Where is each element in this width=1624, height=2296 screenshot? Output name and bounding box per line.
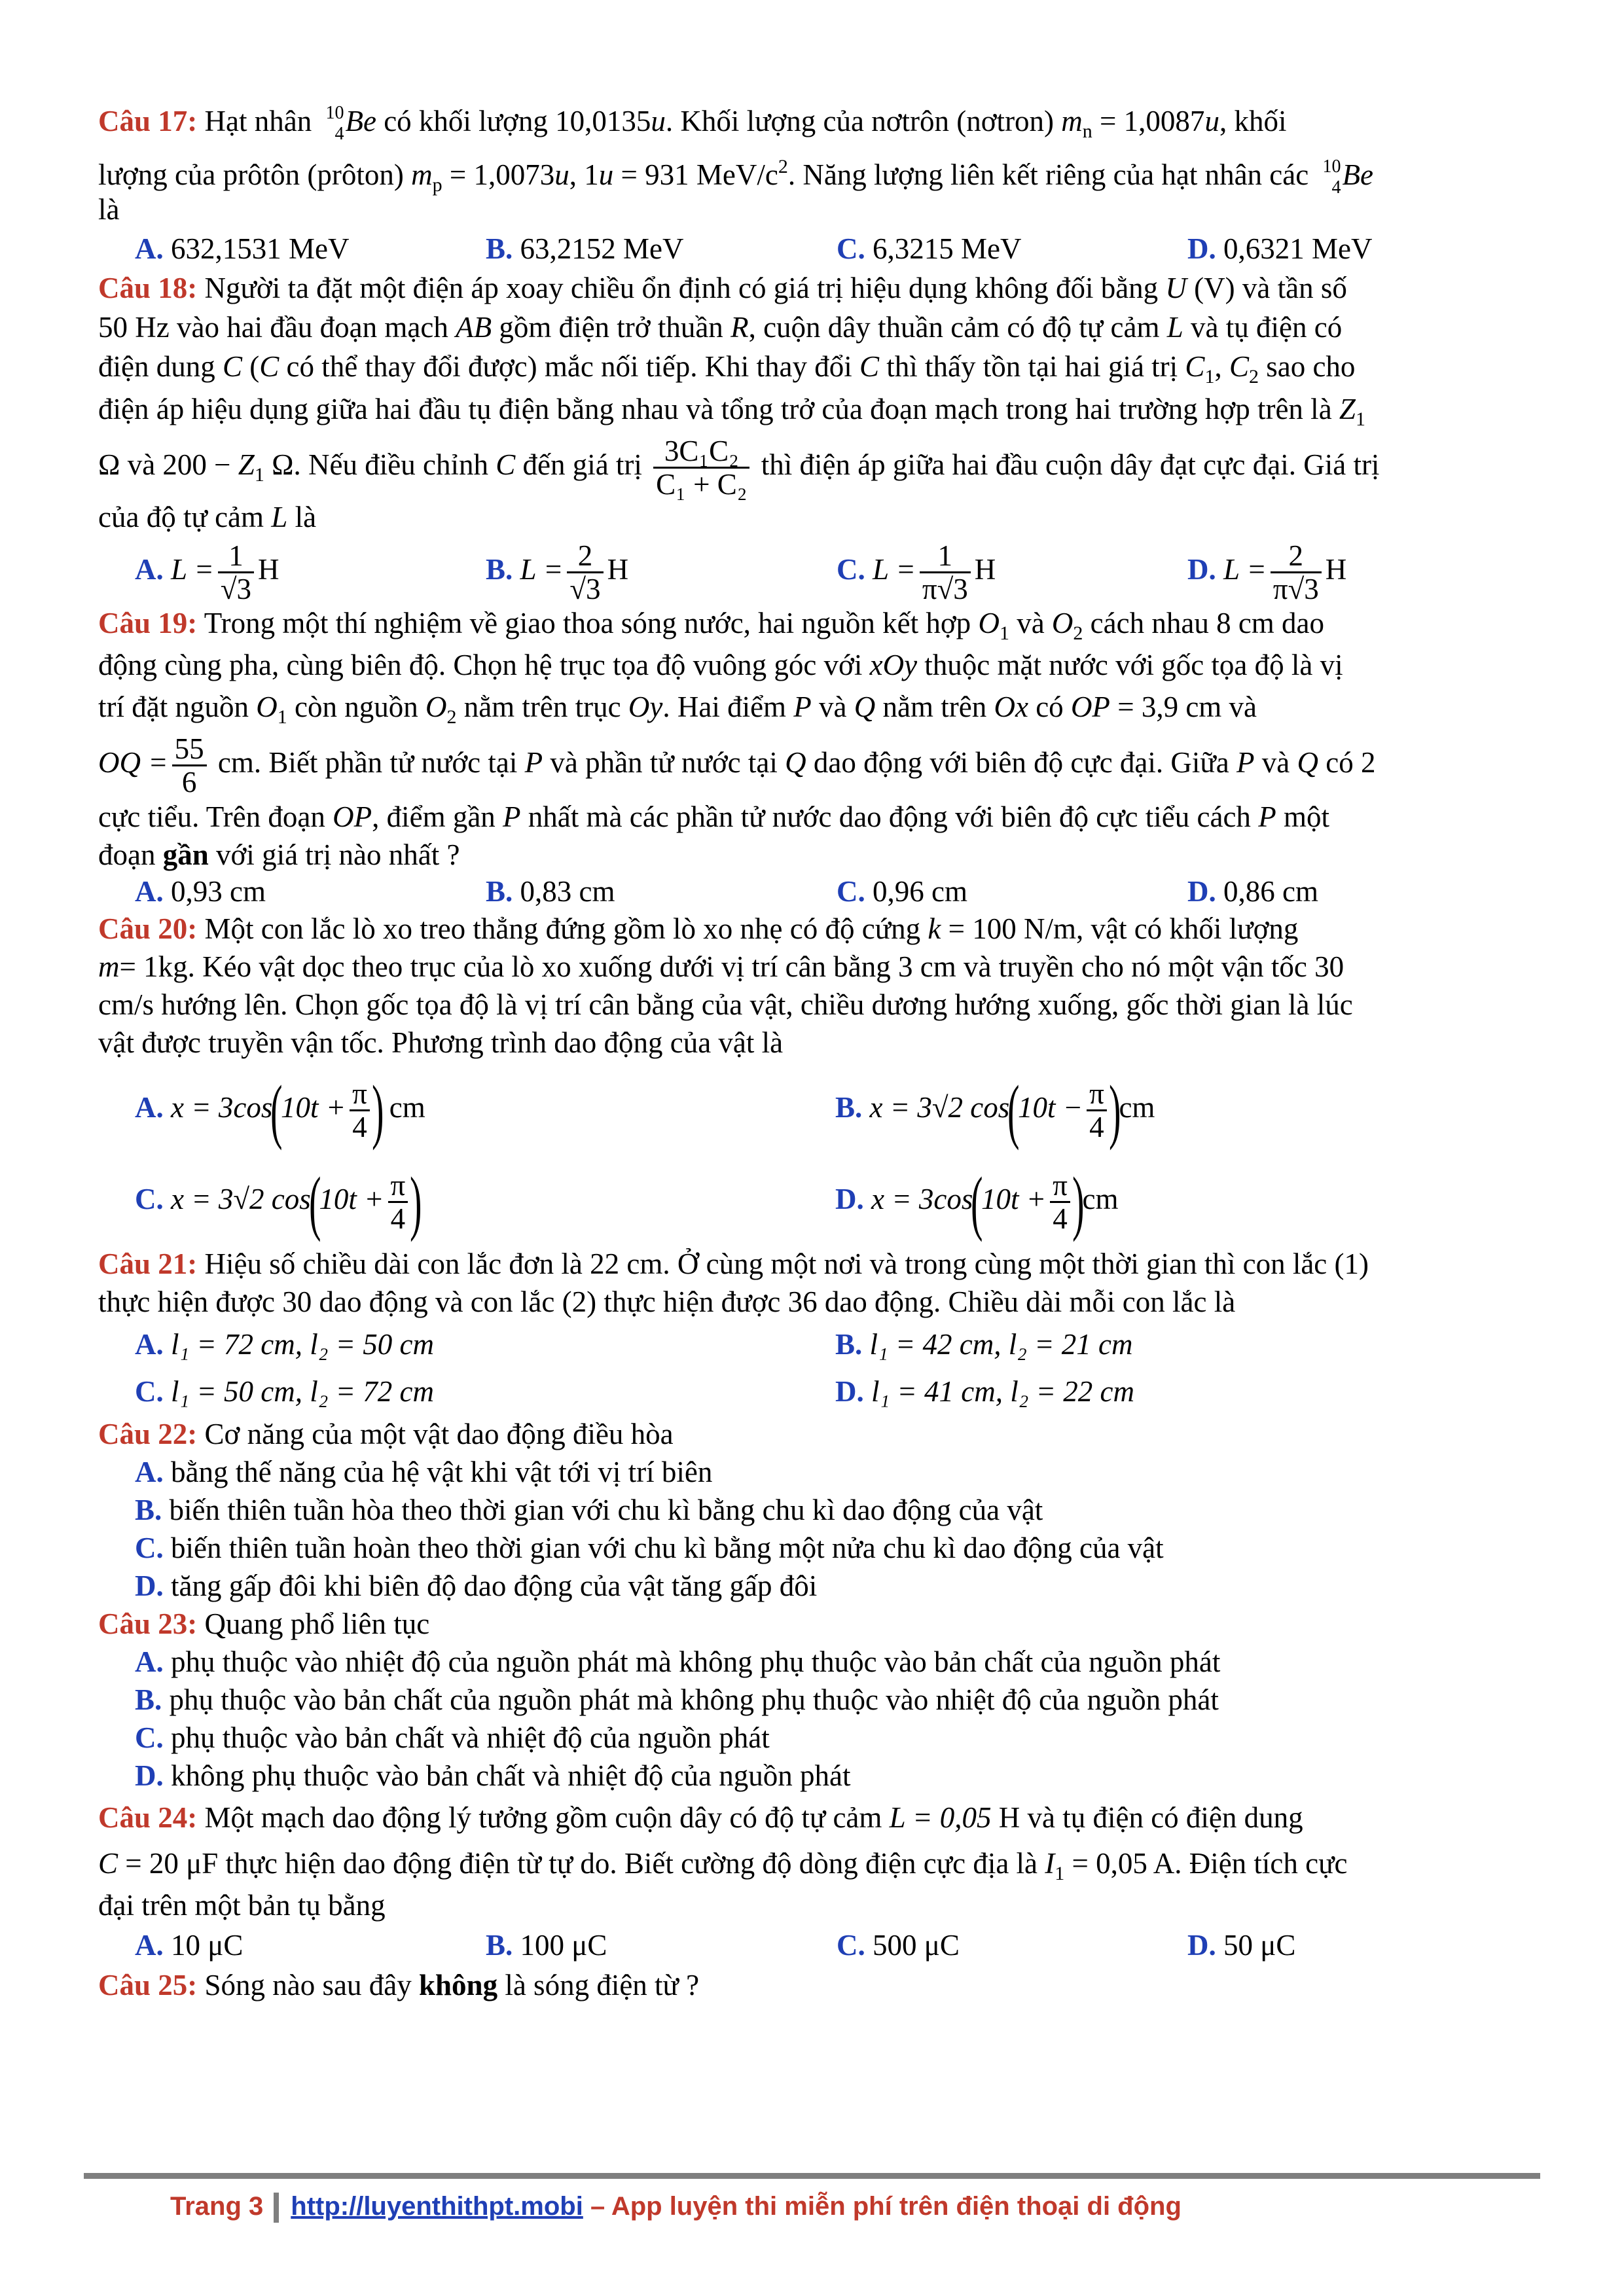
option-d[interactable]: D. không phụ thuộc vào bản chất và nhiệt độ của nguồn phát	[135, 1759, 851, 1792]
exam-page	[98, 98, 1538, 2004]
answer-options	[98, 873, 1538, 910]
question-25: Câu 25: Sóng nào sau đây không là sóng điện từ ?	[98, 1969, 700, 2001]
question-number: Câu 24:	[98, 1801, 198, 1834]
answer-options	[98, 537, 1538, 606]
answer-options	[98, 1062, 1538, 1153]
option-a[interactable]: A. L = $\frac{1}{√3}$ H	[135, 539, 280, 606]
question-number: Câu 18:	[98, 272, 198, 304]
option-c[interactable]: C. biến thiên tuần hoàn theo thời gian với chu kì bằng một nửa chu kì dao động của vật	[135, 1532, 1164, 1564]
question-22: Câu 22: Cơ năng của một vật dao động điều hòa A. bằng thế năng của hệ vật khi vật tới vị trí biên B. biến thiên tuần hòa theo thời gian với chu kì bằng chu kì dao động của vật C. biến thiên tuần hoàn theo thời gian với chu kì bằng một nửa chu kì dao động của vật D. tăng gấp đôi khi biên độ dao động của vật tăng gấp đôi	[98, 1415, 1538, 1605]
question-number: Câu 21:	[98, 1247, 198, 1280]
site-link[interactable]: http://luyenthithpt.mobi	[291, 2192, 583, 2221]
option-c[interactable]: C. 0,96 cm	[837, 875, 967, 908]
question-number: Câu 25:	[98, 1969, 198, 2001]
option-d[interactable]: D. L = $\frac{2}{\pi√3}$ H	[1187, 539, 1347, 606]
question-19: Câu 19: Trong một thí nghiệm về giao thoa sóng nước, hai nguồn kết hợp $O_1$ và $O_2$ cách nhau 8 cm dao động cùng pha, cùng biên độ. Chọn hệ trục tọa độ vuông góc với xOy thuộc mặt nước với gốc tọa độ là vị trí đặt nguồn $O_1$ còn nguồn $O_2$ nằm trên trục Oy. Hai điểm P và Q nằm trên Ox có OP = 3,9 cm và OQ = $\frac{55}{6}$ cm. Biết phần tử nước tại P và phần tử nước tại Q dao động với biên độ cực đại. Giữa P và Q có 2 cực tiểu. Trên đoạn OP, điểm gần P nhất mà các phần tử nước dao động với biên độ cực tiểu cách P một đoạn gần với giá trị nào nhất ? A. 0,93 cm B. 0,83 cm C. 0,96 cm D. 0,86 cm	[98, 602, 1538, 910]
nuclide-be: 10 4	[325, 102, 344, 144]
option-c[interactable]: C. x = 3√2 cos(10t + $\frac{\pi}{4}$ )	[135, 1162, 422, 1242]
option-b[interactable]: B. x = 3√2 cos(10t − $\frac{\pi}{4}$ )cm	[835, 1070, 1155, 1151]
option-b[interactable]: B. 63,2152 MeV	[486, 232, 684, 265]
option-c[interactable]: C. l₁ = 50 cm, l₂ = 72 cm	[135, 1375, 434, 1408]
question-18: Câu 18: Người ta đặt một điện áp xoay chiều ổn định có giá trị hiệu dụng không đối bằng U (V) và tần số 50 Hz vào hai đầu đoạn mạch AB gồm điện trở thuần R, cuộn dây thuần cảm có độ tự cảm L và tụ điện có điện dung C (C có thể thay đổi được) mắc nối tiếp. Khi thay đổi C thì thấy tồn tại hai giá trị $C_1$, $C_2$ sao cho điện áp hiệu dụng giữa hai đầu tụ điện bằng nhau và tổng trở của đoạn mạch trong hai trường hợp trên là $Z_1$ Ω và $200 - Z_1$ Ω. Nếu điều chỉnh C đến giá trị $\frac{\text{3C₁C₂}}{\text{C₁ + C₂}}$ thì điện áp giữa hai đầu cuộn dây đạt cực đại. Giá trị của độ tự cảm L là A. L = $\frac{1}{√3}$ H B. L = $\frac{2}{√3}$ H C. L = $\frac{1}{\pi√3}$ H D. L = $\frac{2}{\pi√3}$ H	[98, 268, 1538, 602]
question-number: Câu 17:	[98, 105, 198, 137]
option-b[interactable]: B. L = $\frac{2}{√3}$ H	[486, 539, 629, 606]
footer-separator	[274, 2193, 279, 2223]
option-d[interactable]: D. 50 μC	[1187, 1929, 1296, 1962]
page-footer	[170, 2190, 1182, 2223]
question-20: Câu 20: Một con lắc lò xo treo thẳng đứng gồm lò xo nhẹ có độ cứng k = 100 N/m, vật có khối lượng m= 1kg. Kéo vật dọc theo trục của lò xo xuống dưới vị trí cân bằng 3 cm và truyền cho nó một vận tốc 30 cm/s hướng lên. Chọn gốc tọa độ là vị trí cân bằng của vật, chiều dương hướng xuống, gốc thời gian là lúc vật được truyền vận tốc. Phương trình dao động của vật là A. x = 3cos(10t + $\frac{\pi}{4}$ ) cm B. x = 3√2 cos(10t − $\frac{\pi}{4}$ )cm C. x = 3√2 cos(10t + $\frac{\pi}{4}$ ) D. x = 3cos(10t + $\frac{\pi}{4}$ )cm	[98, 910, 1538, 1245]
question-17: Câu 17: Hạt nhân 10 4 Be có khối lượng 10,0135u. Khối lượng của nơtrôn (nơtron) $m_n = 1,0087u$, khối lượng của prôtôn (prôton) $m_p = 1,0073u$, 1u = 931 MeV/$c^2$. Năng lượng liên kết riêng của hạt nhân các 10 4 Be là A. 632,1531 MeV B. 63,2152 MeV C. 6,3215 MeV D. 0,6321 MeV	[98, 98, 1538, 268]
page-number: Trang 3	[170, 2192, 264, 2221]
option-a[interactable]: A. 632,1531 MeV	[135, 232, 350, 265]
footer-divider	[84, 2173, 1540, 2179]
option-a[interactable]: A. phụ thuộc vào nhiệt độ của nguồn phát mà không phụ thuộc vào bản chất của nguồn phát	[135, 1645, 1221, 1678]
question-number: Câu 23:	[98, 1607, 198, 1640]
question-23: Câu 23: Quang phổ liên tục A. phụ thuộc vào nhiệt độ của nguồn phát mà không phụ thuộc vào bản chất của nguồn phát B. phụ thuộc vào bản chất của nguồn phát mà không phụ thuộc vào nhiệt độ của nguồn phát C. phụ thuộc vào bản chất và nhiệt độ của nguồn phát D. không phụ thuộc vào bản chất và nhiệt độ của nguồn phát	[98, 1605, 1538, 1795]
option-d[interactable]: D. l₁ = 41 cm, l₂ = 22 cm	[835, 1375, 1134, 1408]
option-b[interactable]: B. 0,83 cm	[486, 875, 615, 908]
option-a[interactable]: A. 0,93 cm	[135, 875, 266, 908]
question-number: Câu 19:	[98, 607, 198, 639]
option-a[interactable]: A. bằng thế năng của hệ vật khi vật tới vị trí biên	[135, 1456, 713, 1488]
question-number: Câu 22:	[98, 1418, 198, 1450]
fraction: $\frac{\text{3C₁C₂}}{\text{C₁ + C₂}}$	[653, 435, 749, 500]
option-b[interactable]: B. phụ thuộc vào bản chất của nguồn phát mà không phụ thuộc vào nhiệt độ của nguồn phát	[135, 1683, 1219, 1716]
option-b[interactable]: B. biến thiên tuần hòa theo thời gian với chu kì bằng chu kì dao động của vật	[135, 1494, 1043, 1526]
option-c[interactable]: C. L = $\frac{1}{\pi√3}$ H	[837, 539, 996, 606]
answer-options	[98, 1924, 1538, 1966]
nuclide-be: 10 4	[1322, 156, 1341, 198]
option-c[interactable]: C. 500 μC	[837, 1929, 960, 1962]
answer-options	[98, 229, 1538, 268]
option-b[interactable]: B. l₁ = 42 cm, l₂ = 21 cm	[835, 1328, 1133, 1361]
option-a[interactable]: A. 10 μC	[135, 1929, 244, 1962]
option-d[interactable]: D. x = 3cos(10t + $\frac{\pi}{4}$ )cm	[835, 1162, 1119, 1242]
option-c[interactable]: C. phụ thuộc vào bản chất và nhiệt độ của nguồn phát	[135, 1721, 770, 1754]
option-d[interactable]: D. 0,86 cm	[1187, 875, 1318, 908]
question-24: Câu 24: Một mạch dao động lý tưởng gồm cuộn dây có độ tự cảm L = 0,05 H và tụ điện có điện dung C = 20 μF thực hiện dao động điện từ tự do. Biết cường độ dòng điện cực địa là $I_1 = 0,05$ A. Điện tích cực đại trên một bản tụ bằng A. 10 μC B. 100 μC C. 500 μC D. 50 μC	[98, 1795, 1538, 1966]
option-a[interactable]: A. x = 3cos(10t + $\frac{\pi}{4}$ ) cm	[135, 1070, 425, 1151]
answer-options	[98, 1321, 1538, 1368]
option-b[interactable]: B. 100 μC	[486, 1929, 607, 1962]
option-a[interactable]: A. l₁ = 72 cm, l₂ = 50 cm	[135, 1328, 434, 1361]
question-number: Câu 20:	[98, 912, 198, 945]
answer-options	[98, 1153, 1538, 1245]
answer-options	[98, 1368, 1538, 1415]
footer-tagline: – App luyện thi miễn phí trên điện thoại di động	[590, 2192, 1182, 2221]
option-c[interactable]: C. 6,3215 MeV	[837, 232, 1022, 265]
option-d[interactable]: D. tăng gấp đôi khi biên độ dao động của vật tăng gấp đôi	[135, 1570, 818, 1602]
question-21: Câu 21: Hiệu số chiều dài con lắc đơn là 22 cm. Ở cùng một nơi và trong cùng một thời gian thì con lắc (1) thực hiện được 30 dao động và con lắc (2) thực hiện được 36 dao động. Chiều dài mỗi con lắc là A. l₁ = 72 cm, l₂ = 50 cm B. l₁ = 42 cm, l₂ = 21 cm C. l₁ = 50 cm, l₂ = 72 cm D. l₁ = 41 cm, l₂ = 22 cm	[98, 1245, 1538, 1415]
option-d[interactable]: D. 0,6321 MeV	[1187, 232, 1373, 265]
